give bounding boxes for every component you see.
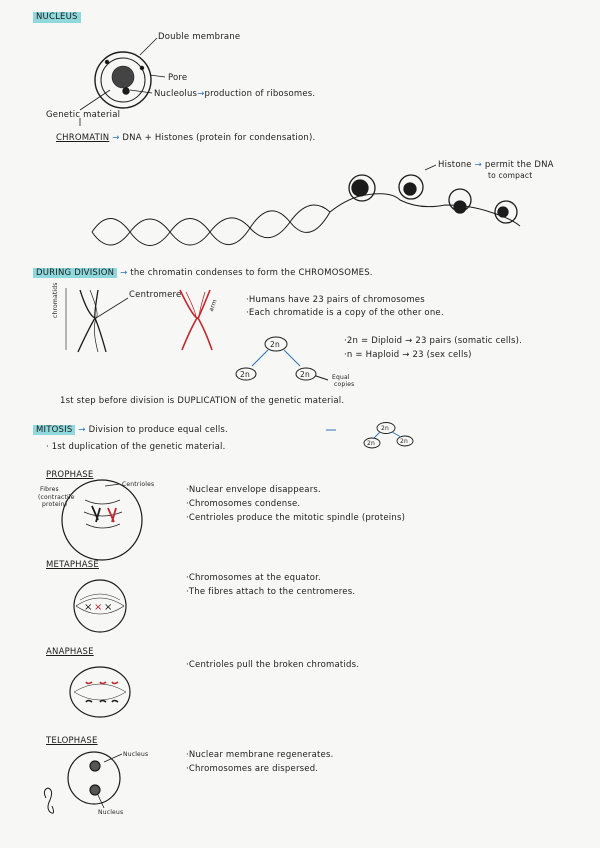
anaphase-note-1: ·Centrioles pull the broken chromatids. (186, 660, 360, 670)
prophase-label-centrioles: Centrioles (122, 481, 155, 488)
chromosome-black (78, 290, 106, 352)
division-bullet-1: ·Humans have 23 pairs of chromosomes (246, 295, 425, 305)
nucleus-heading: NUCLEUS (33, 12, 81, 23)
metaphase-heading: METAPHASE (46, 560, 99, 570)
prophase-label-protein: protein) (42, 501, 68, 508)
prophase-label-fibres: Fibres (40, 486, 59, 493)
equal-copies-2: copies (334, 381, 355, 388)
telophase-note-1: ·Nuclear membrane regenerates. (186, 750, 334, 760)
nucleosomes (349, 175, 517, 223)
genetic-material-label: Genetic material (46, 110, 121, 120)
mitosis-sub-note: · 1st duplication of the genetic material. (46, 442, 226, 452)
metaphase-note-2: ·The fibres attach to the centromeres. (186, 587, 356, 597)
chromatids-label: chromatids (52, 282, 59, 318)
centromere-label: Centromere (129, 290, 182, 300)
telophase-label-nucleus-bottom: Nucleus (98, 809, 124, 816)
duplication-note: 1st step before division is DUPLICATION of the genetic material. (60, 396, 345, 406)
centromere-pointer (96, 298, 128, 318)
chromatin-definition: CHROMATIN → DNA + Histones (protein for condensation). (56, 133, 316, 143)
nucleolus-label: Nucleolus→production of ribosomes. (154, 89, 316, 99)
prophase-label-contractile: (contractile (38, 494, 75, 501)
svg-text:×: × (84, 602, 93, 613)
equal-copies-1: Equal (332, 374, 350, 381)
anaphase-heading: ANAPHASE (46, 647, 94, 657)
metaphase-cell (74, 580, 126, 632)
nucleus-diagram (95, 52, 151, 108)
arm-label: arm (207, 298, 219, 313)
telophase-heading: TELOPHASE (46, 736, 98, 746)
mitosis-heading: MITOSIS (33, 425, 75, 435)
prophase-note-3: ·Centrioles produce the mitotic spindle (proteins) (186, 513, 406, 523)
prophase-note-2: ·Chromosomes condense. (186, 499, 301, 509)
metaphase-note-1: ·Chromosomes at the equator. (186, 573, 321, 583)
histone-label: Histone → permit the DNA (438, 160, 554, 170)
anaphase-cell (70, 667, 130, 717)
mitosis-mini-left: 2n (367, 440, 376, 447)
double-membrane-label: Double membrane (158, 32, 241, 42)
division-heading: DURING DIVISION (33, 268, 117, 278)
prophase-note-1: ·Nuclear envelope disappears. (186, 485, 321, 495)
svg-text:×: × (94, 602, 103, 613)
division-heading-line: DURING DIVISION → the chromatin condenses to form the CHROMOSOMES. (33, 268, 373, 279)
ploidy-line-2: ·n = Haploid → 23 (sex cells) (344, 350, 472, 360)
prophase-heading: PROPHASE (46, 470, 94, 480)
telophase-label-nucleus-top: Nucleus (123, 751, 149, 758)
prophase-cell (62, 480, 142, 560)
telophase-note-2: ·Chromosomes are dispersed. (186, 764, 319, 774)
mitosis-heading-line: MITOSIS → Division to produce equal cells. (33, 425, 228, 436)
svg-text:×: × (104, 602, 113, 613)
ploidy-2n-right: 2n (300, 370, 310, 379)
mitosis-mini-right: 2n (400, 438, 409, 445)
division-bullet-2: ·Each chromatide is a copy of the other one. (246, 308, 444, 318)
pore-label: Pore (168, 73, 188, 83)
telophase-cell (44, 752, 122, 813)
mitosis-mini-top: 2n (381, 425, 390, 432)
ploidy-line-1: ·2n = Diploid → 23 pairs (somatic cells). (344, 336, 523, 346)
chromosome-red (180, 290, 212, 350)
ploidy-2n-top: 2n (270, 340, 280, 349)
histone-note-2: to compact (488, 171, 533, 180)
dna-helix (92, 194, 520, 246)
ploidy-2n-left: 2n (240, 370, 250, 379)
